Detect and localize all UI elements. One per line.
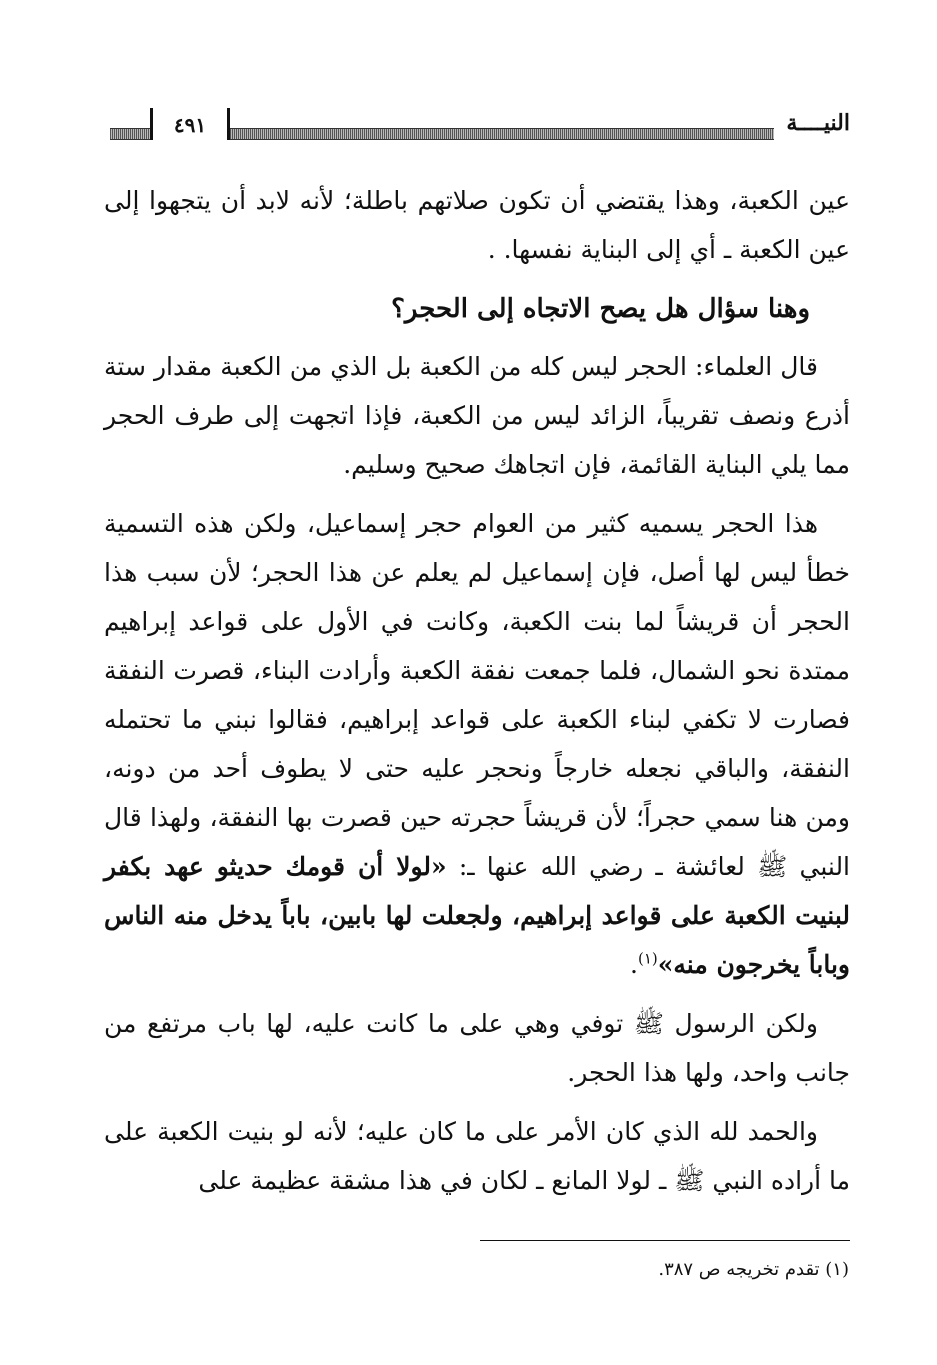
paragraph-3-end: .: [630, 950, 638, 979]
section-heading: وهنا سؤال هل يصح الاتجاه إلى الحجر؟: [391, 294, 810, 324]
paragraph-4: ولكن الرسول ﷺ توفي وهي على ما كانت عليه، لها باب مرتفع من جانب واحد، ولها هذا الحجر.: [104, 1009, 850, 1087]
footnote-ref[interactable]: (١): [638, 949, 658, 968]
paragraph-1: عين الكعبة، وهذا يقتضي أن تكون صلاتهم باطلة؛ لأنه لابد أن يتجهوا إلى عين الكعبة ـ أي إلى البناية نفسها. .: [104, 186, 850, 264]
footnote: (١) تقدم تخريجه ص ٣٨٧.: [658, 1259, 849, 1280]
paragraph-2: قال العلماء: الحجر ليس كله من الكعبة بل الذي من الكعبة مقدار ستة أذرع ونصف تقريباً، الزائد ليس من الكعبة، فإذا اتجهت إلى طرف الحجر مما يلي البناية القائمة، فإن اتجاهك صحيح وسليم.: [104, 352, 850, 479]
chapter-title: النيــــة: [774, 108, 850, 142]
paragraph-5: والحمد لله الذي كان الأمر على ما كان عليه؛ لأنه لو بنيت الكعبة على ما أراده النبي ﷺ ـ لولا المانع ـ لكان في هذا مشقة عظيمة على: [104, 1117, 850, 1195]
paragraph-3-text: هذا الحجر يسميه كثير من العوام حجر إسماعيل، ولكن هذه التسمية خطأ ليس لها أصل، فإن إسماعيل لم يعلم عن هذا الحجر؛ لأن سبب هذا الحجر أن قريشاً لما بنت الكعبة، وكانت في الأول على قواعد إبراهيم ممتدة نحو الشمال، فلما جمعت نفقة الكعبة وأرادت البناء، قصرت النفقة فصارت لا تكفي لبناء الكعبة على قواعد إبراهيم، فقالوا نبني ما تحتمله النفقة، والباقي نجعله خارجاً ونحجر عليه حتى لا يطوف أحد من دونه، ومن هنا سمي حجراً؛ لأن قريشاً حجرته حين قصرت بها النفقة، ولهذا قال النبي ﷺ لعائشة ـ رضي الله عنها ـ:: [104, 509, 851, 881]
paragraph-3: [104, 499, 850, 989]
running-header: [110, 108, 850, 142]
page-number: ٤٩١: [150, 108, 230, 140]
hadith-quote: «لولا أن قومك حديثو عهد بكفر لبنيت الكعبة على قواعد إبراهيم، ولجعلت لها بابين، باباً يدخل منه الناس وباباً يخرجون منه»: [104, 852, 850, 979]
body-text: [104, 176, 850, 1215]
footnote-divider: [480, 1240, 850, 1241]
